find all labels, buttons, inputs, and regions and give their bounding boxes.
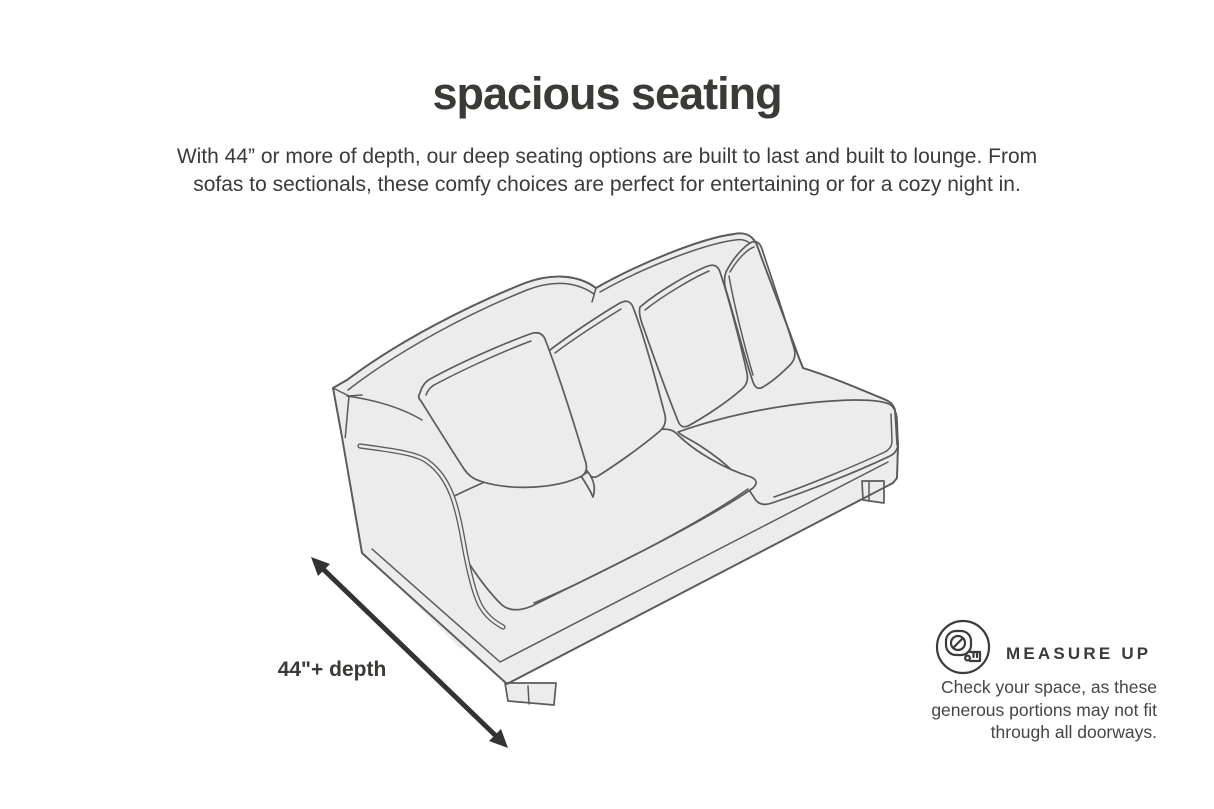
sofa-leg-right — [862, 481, 884, 503]
tape-measure-icon — [934, 618, 992, 676]
measure-note-line-1: Check your space, as these — [941, 677, 1157, 697]
measure-note-line-2: generous portions may not fit — [931, 699, 1157, 720]
measure-note-line-3: through all doorways. — [990, 722, 1157, 742]
depth-dimension-label: 44"+ depth — [277, 658, 387, 681]
measure-up-heading: MEASURE UP — [1006, 644, 1152, 663]
description-line-2: sofas to sectionals, these comfy choices are perfect for entertaining or for a cozy night in. — [193, 173, 1021, 196]
description-line-1: With 44” or more of depth, our deep seating options are built to last and built to lounge. From — [176, 145, 1038, 168]
measure-up-section — [930, 616, 1162, 766]
sofa-leg-front — [505, 683, 556, 705]
measure-up-note — [897, 676, 1157, 744]
page-title: spacious seating — [432, 68, 782, 119]
